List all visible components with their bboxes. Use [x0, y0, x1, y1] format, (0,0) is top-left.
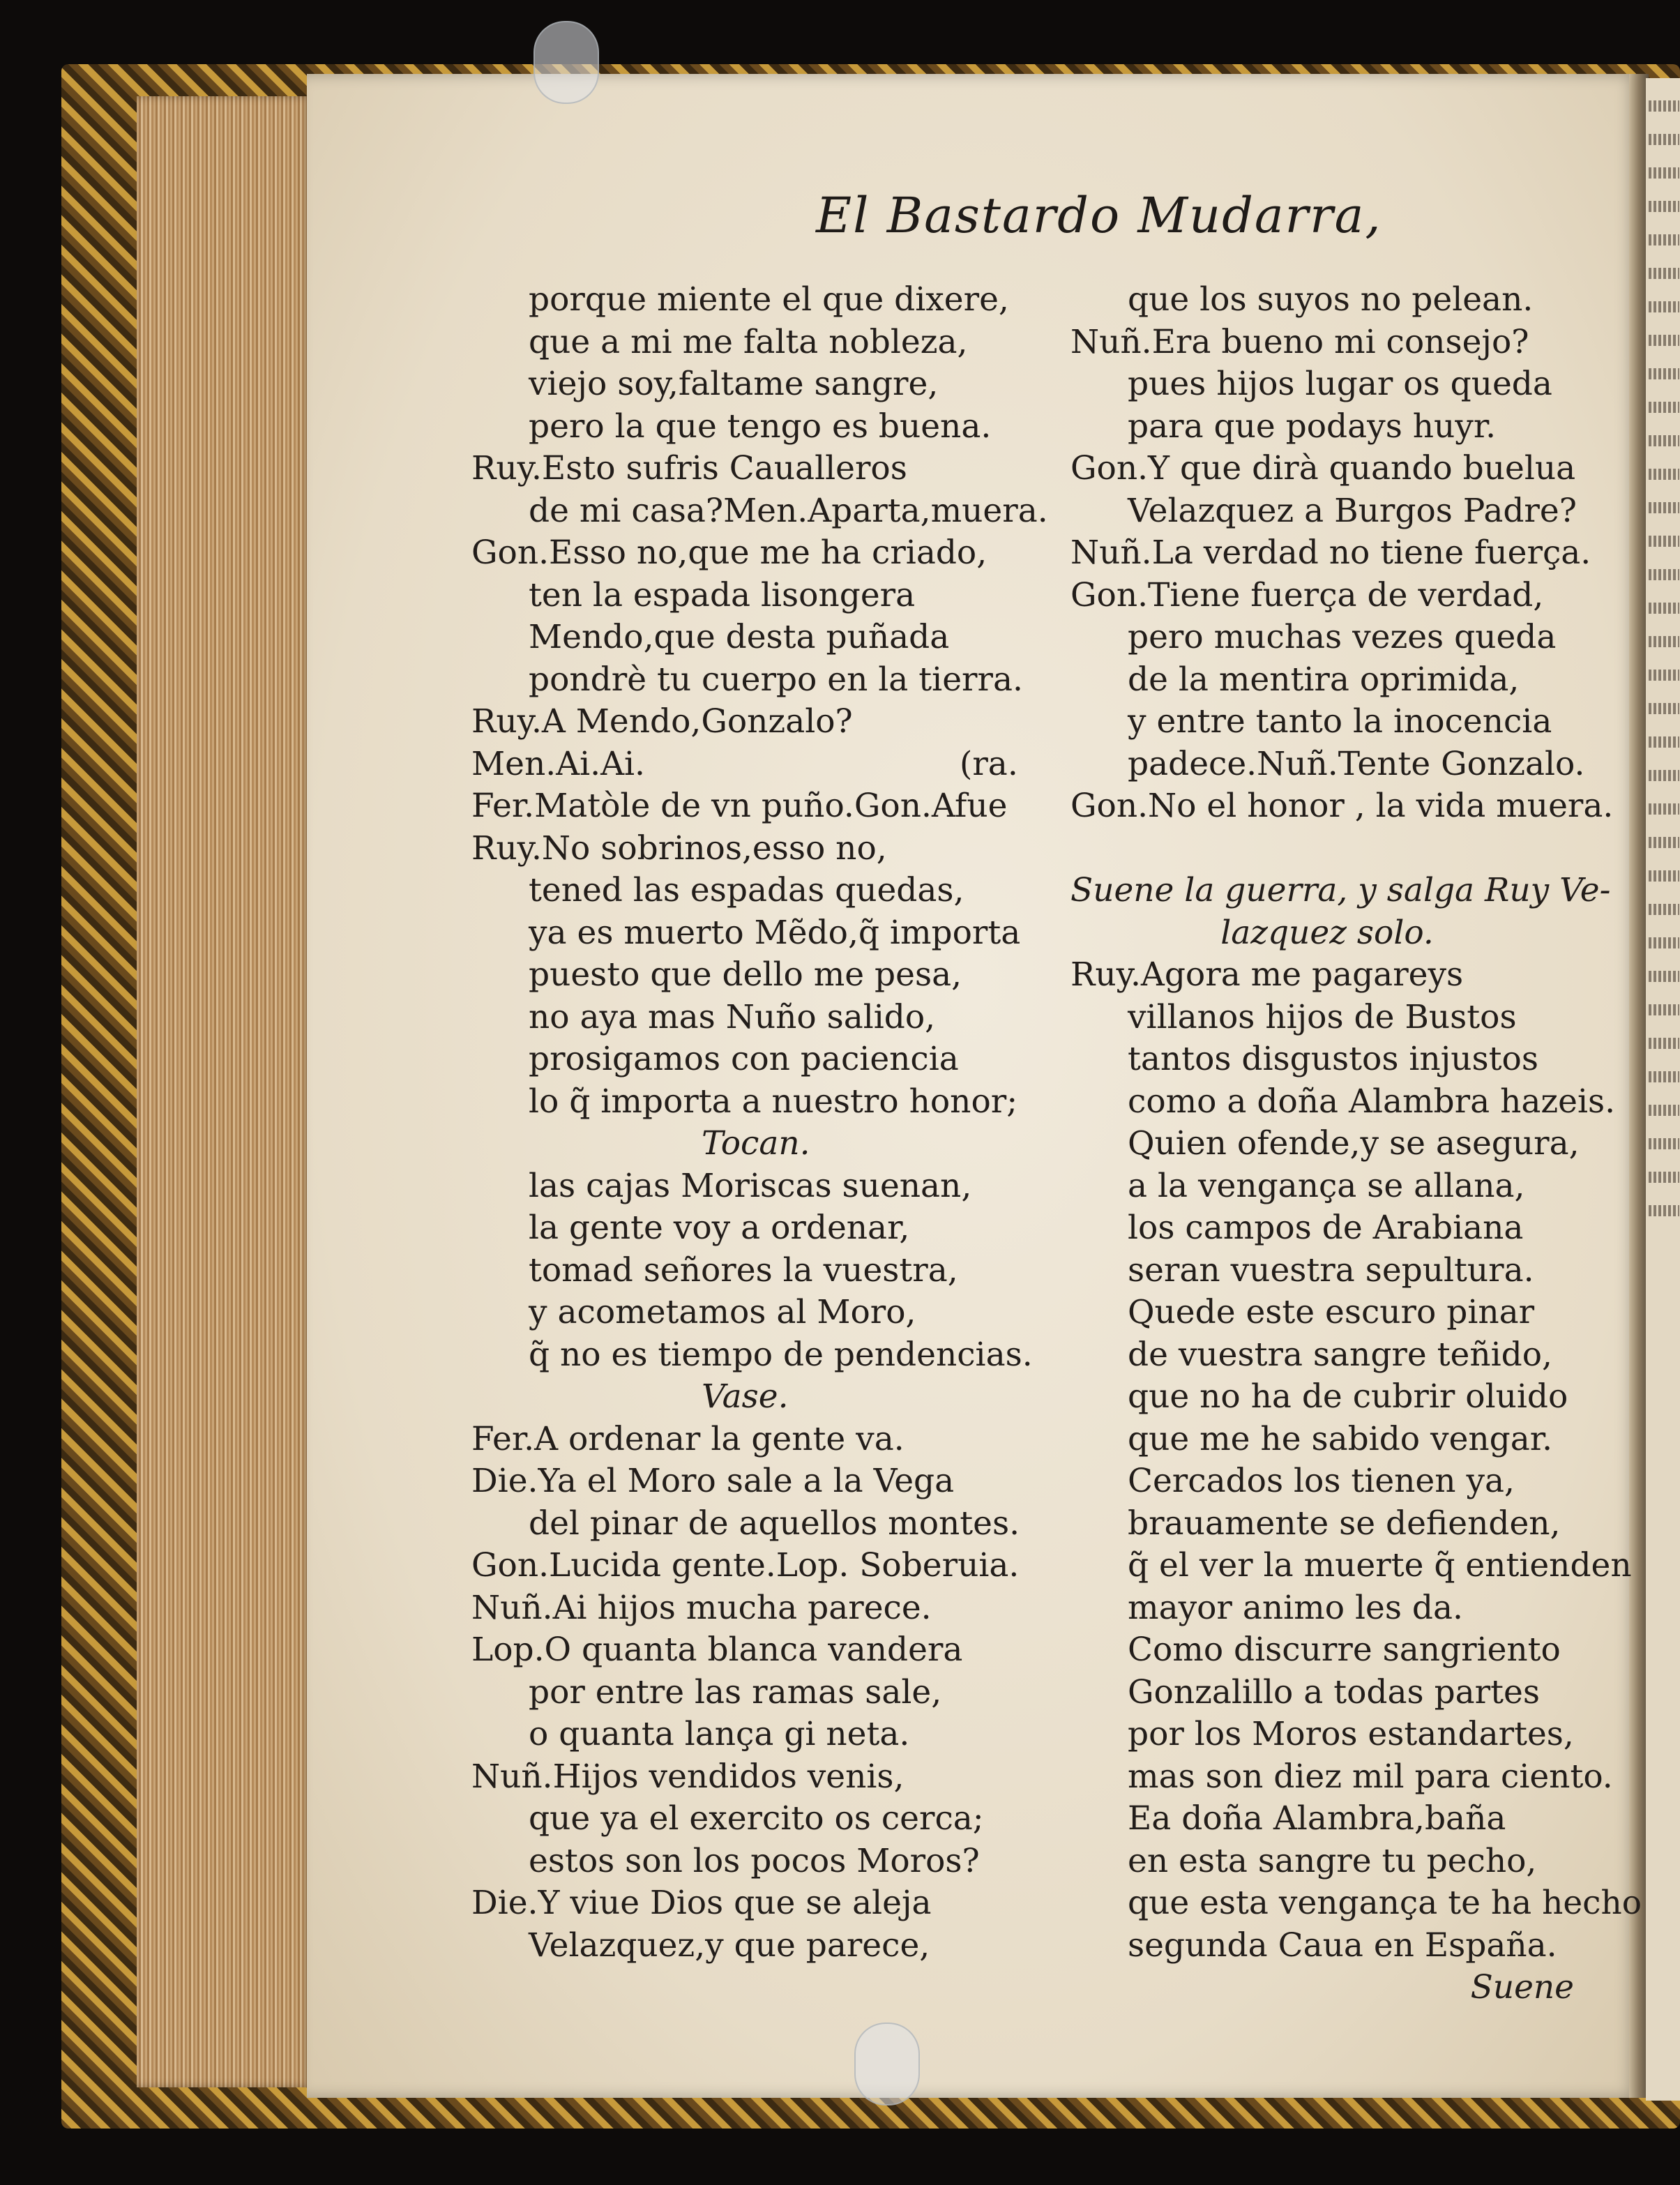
facing-page-text-fragment — [1649, 770, 1679, 781]
speech-line — [471, 1756, 1029, 1799]
turnover-text: (ra. — [960, 744, 1018, 783]
line-text: Quien ofende,y se asegura, — [1128, 1124, 1580, 1163]
facing-page-text-fragment — [1649, 803, 1679, 815]
verse-line — [1070, 828, 1600, 870]
line-text: y acometamos al Moro, — [529, 1293, 916, 1331]
speech-line — [471, 743, 1029, 786]
facing-page-text-fragment — [1649, 569, 1679, 580]
line-text: Gon.Tiene fuerça de verdad, — [1070, 575, 1544, 614]
line-text: brauamente se defienden, — [1128, 1504, 1561, 1543]
speech-line — [471, 1545, 1029, 1587]
verse-line — [1070, 406, 1600, 448]
verse-line — [471, 1714, 1029, 1756]
line-text: Ruy.No sobrinos,esso no, — [471, 829, 887, 868]
line-text: que me he sabido vengar. — [1128, 1419, 1553, 1458]
line-text: a la vengança se allana, — [1128, 1166, 1525, 1205]
facing-page-text-fragment — [1649, 167, 1679, 179]
verse-line — [1070, 1460, 1600, 1503]
facing-page-text-fragment — [1649, 435, 1679, 446]
verse-line — [1070, 659, 1600, 702]
stage-direction — [471, 1123, 1029, 1165]
speech-line — [471, 448, 1029, 490]
line-text: como a doña Alambra hazeis. — [1128, 1082, 1616, 1121]
verse-line — [1070, 1882, 1642, 1925]
line-text: Gon.Y que dirà quando buelua — [1070, 449, 1576, 487]
facing-page-text-fragment — [1649, 904, 1679, 915]
line-text: seran vuestra sepultura. — [1128, 1250, 1534, 1290]
verse-line — [471, 1840, 1029, 1883]
line-text: pues hijos lugar os queda — [1128, 365, 1552, 403]
verse-line — [471, 1292, 1029, 1334]
right-text-column — [1070, 279, 1642, 2009]
line-text: y entre tanto la inocencia — [1128, 702, 1552, 741]
line-text: pero muchas vezes queda — [1128, 618, 1557, 656]
line-text: tened las espadas quedas, — [529, 871, 964, 909]
line-text: Ruy.Esto sufris Caualleros — [471, 449, 907, 487]
line-text: mayor animo les da. — [1128, 1588, 1463, 1627]
line-text: Die.Y viue Dios que se aleja — [471, 1884, 932, 1922]
speech-line — [471, 1882, 1029, 1925]
line-text: o quanta lança gi neta. — [529, 1715, 910, 1753]
verse-line — [1070, 1545, 1632, 1587]
line-text: pero la que tengo es buena. — [529, 407, 992, 446]
speech-line — [1070, 954, 1600, 997]
line-text: Cercados los tienen ya, — [1128, 1462, 1515, 1500]
verse-line — [471, 1165, 1029, 1208]
catchword — [1070, 1967, 1600, 2009]
verse-line — [471, 1503, 1029, 1545]
line-text: puesto que dello me pesa, — [529, 955, 962, 994]
verse-line — [471, 1207, 1029, 1250]
verse-line — [1070, 490, 1600, 533]
line-text: Suene la guerra, y salga Ruy Ve- — [1070, 871, 1611, 909]
line-text: que ya el exercito os cerca; — [529, 1799, 984, 1838]
verse-line — [1070, 701, 1600, 743]
line-text: de la mentira oprimida, — [1128, 660, 1520, 699]
line-text: que no ha de cubrir oluido — [1128, 1377, 1568, 1416]
facing-page-text-fragment — [1649, 301, 1679, 312]
speech-line — [1070, 532, 1600, 575]
verse-line — [1070, 1334, 1600, 1377]
facing-page-text-fragment — [1649, 603, 1679, 614]
verse-line — [471, 1334, 1033, 1377]
verse-line — [471, 1798, 1029, 1840]
facing-page-text-fragment — [1649, 536, 1679, 547]
facing-page-text-fragment — [1649, 502, 1679, 513]
verse-line — [1070, 1840, 1600, 1883]
facing-page-fragment — [1646, 78, 1680, 2101]
speech-line — [471, 1629, 1029, 1672]
verse-line — [1070, 1376, 1600, 1419]
facing-page-text-fragment — [1649, 937, 1679, 948]
line-text: que a mi me falta nobleza, — [529, 322, 968, 361]
verse-line — [1070, 1714, 1600, 1756]
line-text: ten la espada lisongera — [529, 575, 916, 614]
line-text: villanos hijos de Bustos — [1128, 997, 1517, 1036]
verse-line — [1070, 1587, 1600, 1630]
line-text: tomad señores la vuestra, — [529, 1250, 958, 1290]
line-text: Vase. — [702, 1377, 789, 1416]
line-text: Nuñ.Ai hijos mucha parece. — [471, 1588, 932, 1627]
facing-page-text-fragment — [1649, 268, 1679, 279]
line-text: Velazquez a Burgos Padre? — [1128, 491, 1577, 530]
facing-page-text-fragment — [1649, 469, 1679, 480]
line-text: lazquez solo. — [1220, 913, 1434, 952]
line-text: mas son diez mil para ciento. — [1128, 1757, 1613, 1796]
line-text: q̃ no es tiempo de pendencias. — [529, 1335, 1033, 1374]
line-text: Ea doña Alambra,baña — [1128, 1799, 1506, 1838]
line-text: tantos disgustos injustos — [1128, 1040, 1538, 1078]
verse-line — [1070, 1798, 1600, 1840]
verse-line — [1070, 1925, 1600, 1967]
verse-line — [1070, 1207, 1600, 1250]
line-text: no aya mas Nuño salido, — [529, 997, 936, 1036]
line-text: Ruy.A Mendo,Gonzalo? — [471, 702, 853, 741]
verse-line — [1070, 997, 1600, 1039]
speech-line — [1070, 448, 1600, 490]
facing-page-text-fragment — [1649, 870, 1679, 882]
verse-line — [471, 954, 1029, 997]
line-text: Die.Ya el Moro sale a la Vega — [471, 1462, 955, 1500]
verse-line — [471, 322, 1029, 364]
facing-page-text-fragment — [1649, 1138, 1679, 1149]
verse-line — [1070, 743, 1600, 786]
speech-line — [1070, 575, 1600, 617]
facing-page-text-fragment — [1649, 234, 1679, 245]
line-text: Velazquez,y que parece, — [529, 1926, 930, 1965]
line-text: Lop.O quanta blanca vandera — [471, 1631, 963, 1669]
verse-line — [471, 1925, 1029, 1967]
line-text: pondrè tu cuerpo en la tierra. — [529, 660, 1023, 699]
verse-line — [1070, 1292, 1600, 1334]
verse-line — [471, 997, 1029, 1039]
verse-line — [1070, 617, 1600, 659]
verse-line — [471, 617, 1029, 659]
stage-direction — [1070, 870, 1611, 912]
speech-line — [471, 1587, 1029, 1630]
verse-line — [471, 870, 1029, 912]
verse-line — [471, 659, 1029, 702]
line-text: prosigamos con paciencia — [529, 1040, 959, 1078]
speech-line — [471, 828, 1029, 870]
speech-line — [471, 1419, 1029, 1461]
verse-line — [1070, 1250, 1600, 1292]
verse-line — [471, 363, 1029, 406]
verse-line — [471, 406, 1029, 448]
facing-page-text-fragment — [1649, 402, 1679, 413]
speech-line — [1070, 785, 1614, 828]
verse-line — [471, 1038, 1029, 1081]
line-text: Gonzalillo a todas partes — [1128, 1672, 1540, 1711]
facing-page-text-fragment — [1649, 670, 1679, 681]
verse-line — [471, 912, 1029, 955]
verse-line — [471, 1081, 1029, 1124]
line-text: Gon.Esso no,que me ha criado, — [471, 534, 987, 572]
speech-line — [471, 785, 1029, 828]
facing-page-text-fragment — [1649, 736, 1679, 748]
line-text: por los Moros estandartes, — [1128, 1715, 1574, 1753]
line-text: para que podays huyr. — [1128, 407, 1497, 446]
line-text: viejo soy,faltame sangre, — [529, 365, 939, 403]
line-text: Gon.No el honor , la vida muera. — [1070, 787, 1614, 825]
facing-page-text-fragment — [1649, 1205, 1679, 1216]
facing-page-text-fragment — [1649, 1105, 1679, 1116]
facing-page-text-fragment — [1649, 201, 1679, 212]
line-text: del pinar de aquellos montes. — [529, 1504, 1020, 1543]
facing-page-text-fragment — [1649, 100, 1679, 112]
line-text: por entre las ramas sale, — [529, 1672, 942, 1711]
speech-line — [1070, 322, 1600, 364]
book-clip-bottom — [854, 2023, 920, 2105]
line-text: Fer.Matòle de vn puño.Gon.Afue — [471, 787, 1008, 825]
verse-line — [1070, 1081, 1616, 1124]
facing-page-text-fragment — [1649, 1038, 1679, 1049]
verse-line — [1070, 1419, 1600, 1461]
verse-line — [1070, 1503, 1600, 1545]
line-text: ya es muerto Mẽdo,q̃ importa — [529, 913, 1021, 952]
line-text: Ruy.Agora me pagareys — [1070, 955, 1464, 994]
verse-line — [1070, 1165, 1600, 1208]
line-text: Suene — [1470, 1968, 1574, 2006]
line-text: Tocan. — [702, 1124, 810, 1163]
line-text: Nuñ.Era bueno mi consejo? — [1070, 322, 1529, 361]
line-text: Men.Ai.Ai. — [471, 744, 645, 783]
verse-line — [471, 1250, 1029, 1292]
verse-line — [471, 490, 1048, 533]
line-text: Fer.A ordenar la gente va. — [471, 1419, 905, 1458]
line-text: Quede este escuro pinar — [1128, 1293, 1535, 1331]
verse-line — [1070, 279, 1600, 322]
line-text: las cajas Moriscas suenan, — [529, 1166, 972, 1205]
speech-line — [471, 1460, 1029, 1503]
left-text-column — [471, 279, 1048, 1967]
verse-line — [1070, 1672, 1600, 1714]
line-text: los campos de Arabiana — [1128, 1209, 1524, 1247]
facing-page-text-fragment — [1649, 971, 1679, 982]
facing-page-text-fragment — [1649, 837, 1679, 848]
facing-page-text-fragment — [1649, 368, 1679, 379]
facing-page-text-fragment — [1649, 1172, 1679, 1183]
facing-page-text-fragment — [1649, 636, 1679, 647]
facing-page-text-fragment — [1649, 134, 1679, 145]
line-text: q̃ el ver la muerte q̃ entienden — [1128, 1546, 1632, 1585]
stage-direction — [1070, 912, 1600, 955]
line-text: Gon.Lucida gente.Lop. Soberuia. — [471, 1546, 1020, 1585]
line-text: la gente voy a ordenar, — [529, 1209, 910, 1247]
line-text: Como discurre sangriento — [1128, 1631, 1561, 1669]
speech-line — [471, 701, 1029, 743]
verse-line — [471, 279, 1029, 322]
page-edges — [137, 96, 311, 2087]
book-clip-top — [533, 21, 599, 104]
verse-line — [1070, 1629, 1600, 1672]
line-text: segunda Caua en España. — [1128, 1926, 1557, 1965]
verse-line — [1070, 1756, 1613, 1799]
line-text: que los suyos no pelean. — [1128, 280, 1534, 319]
line-text: que esta vengança te ha hecho — [1128, 1884, 1642, 1922]
line-text: de vuestra sangre teñido, — [1128, 1335, 1552, 1374]
line-text: Nuñ.Hijos vendidos venis, — [471, 1757, 905, 1796]
line-text: estos son los pocos Moros? — [529, 1841, 980, 1880]
line-text: Mendo,que desta puñada — [529, 618, 950, 656]
speech-line — [471, 532, 1029, 575]
facing-page-text-fragment — [1649, 1071, 1679, 1082]
line-text: de mi casa?Men.Aparta,muera. — [529, 491, 1048, 530]
verse-line — [1070, 363, 1600, 406]
stage-direction — [471, 1376, 1029, 1419]
facing-page-text-fragment — [1649, 335, 1679, 346]
line-text: padece.Nuñ.Tente Gonzalo. — [1128, 744, 1585, 783]
verse-line — [1070, 1123, 1600, 1165]
running-title: El Bastardo Mudarra, — [816, 187, 1382, 244]
verse-line — [471, 1672, 1029, 1714]
line-text: porque miente el que dixere, — [529, 280, 1009, 319]
verse-line — [471, 575, 1029, 617]
line-text: en esta sangre tu pecho, — [1128, 1841, 1537, 1880]
verse-line — [1070, 1038, 1600, 1081]
facing-page-text-fragment — [1649, 1004, 1679, 1015]
line-text: Nuñ.La verdad no tiene fuerça. — [1070, 534, 1591, 572]
facing-page-text-fragment — [1649, 703, 1679, 714]
line-text: lo q̃ importa a nuestro honor; — [529, 1082, 1018, 1121]
